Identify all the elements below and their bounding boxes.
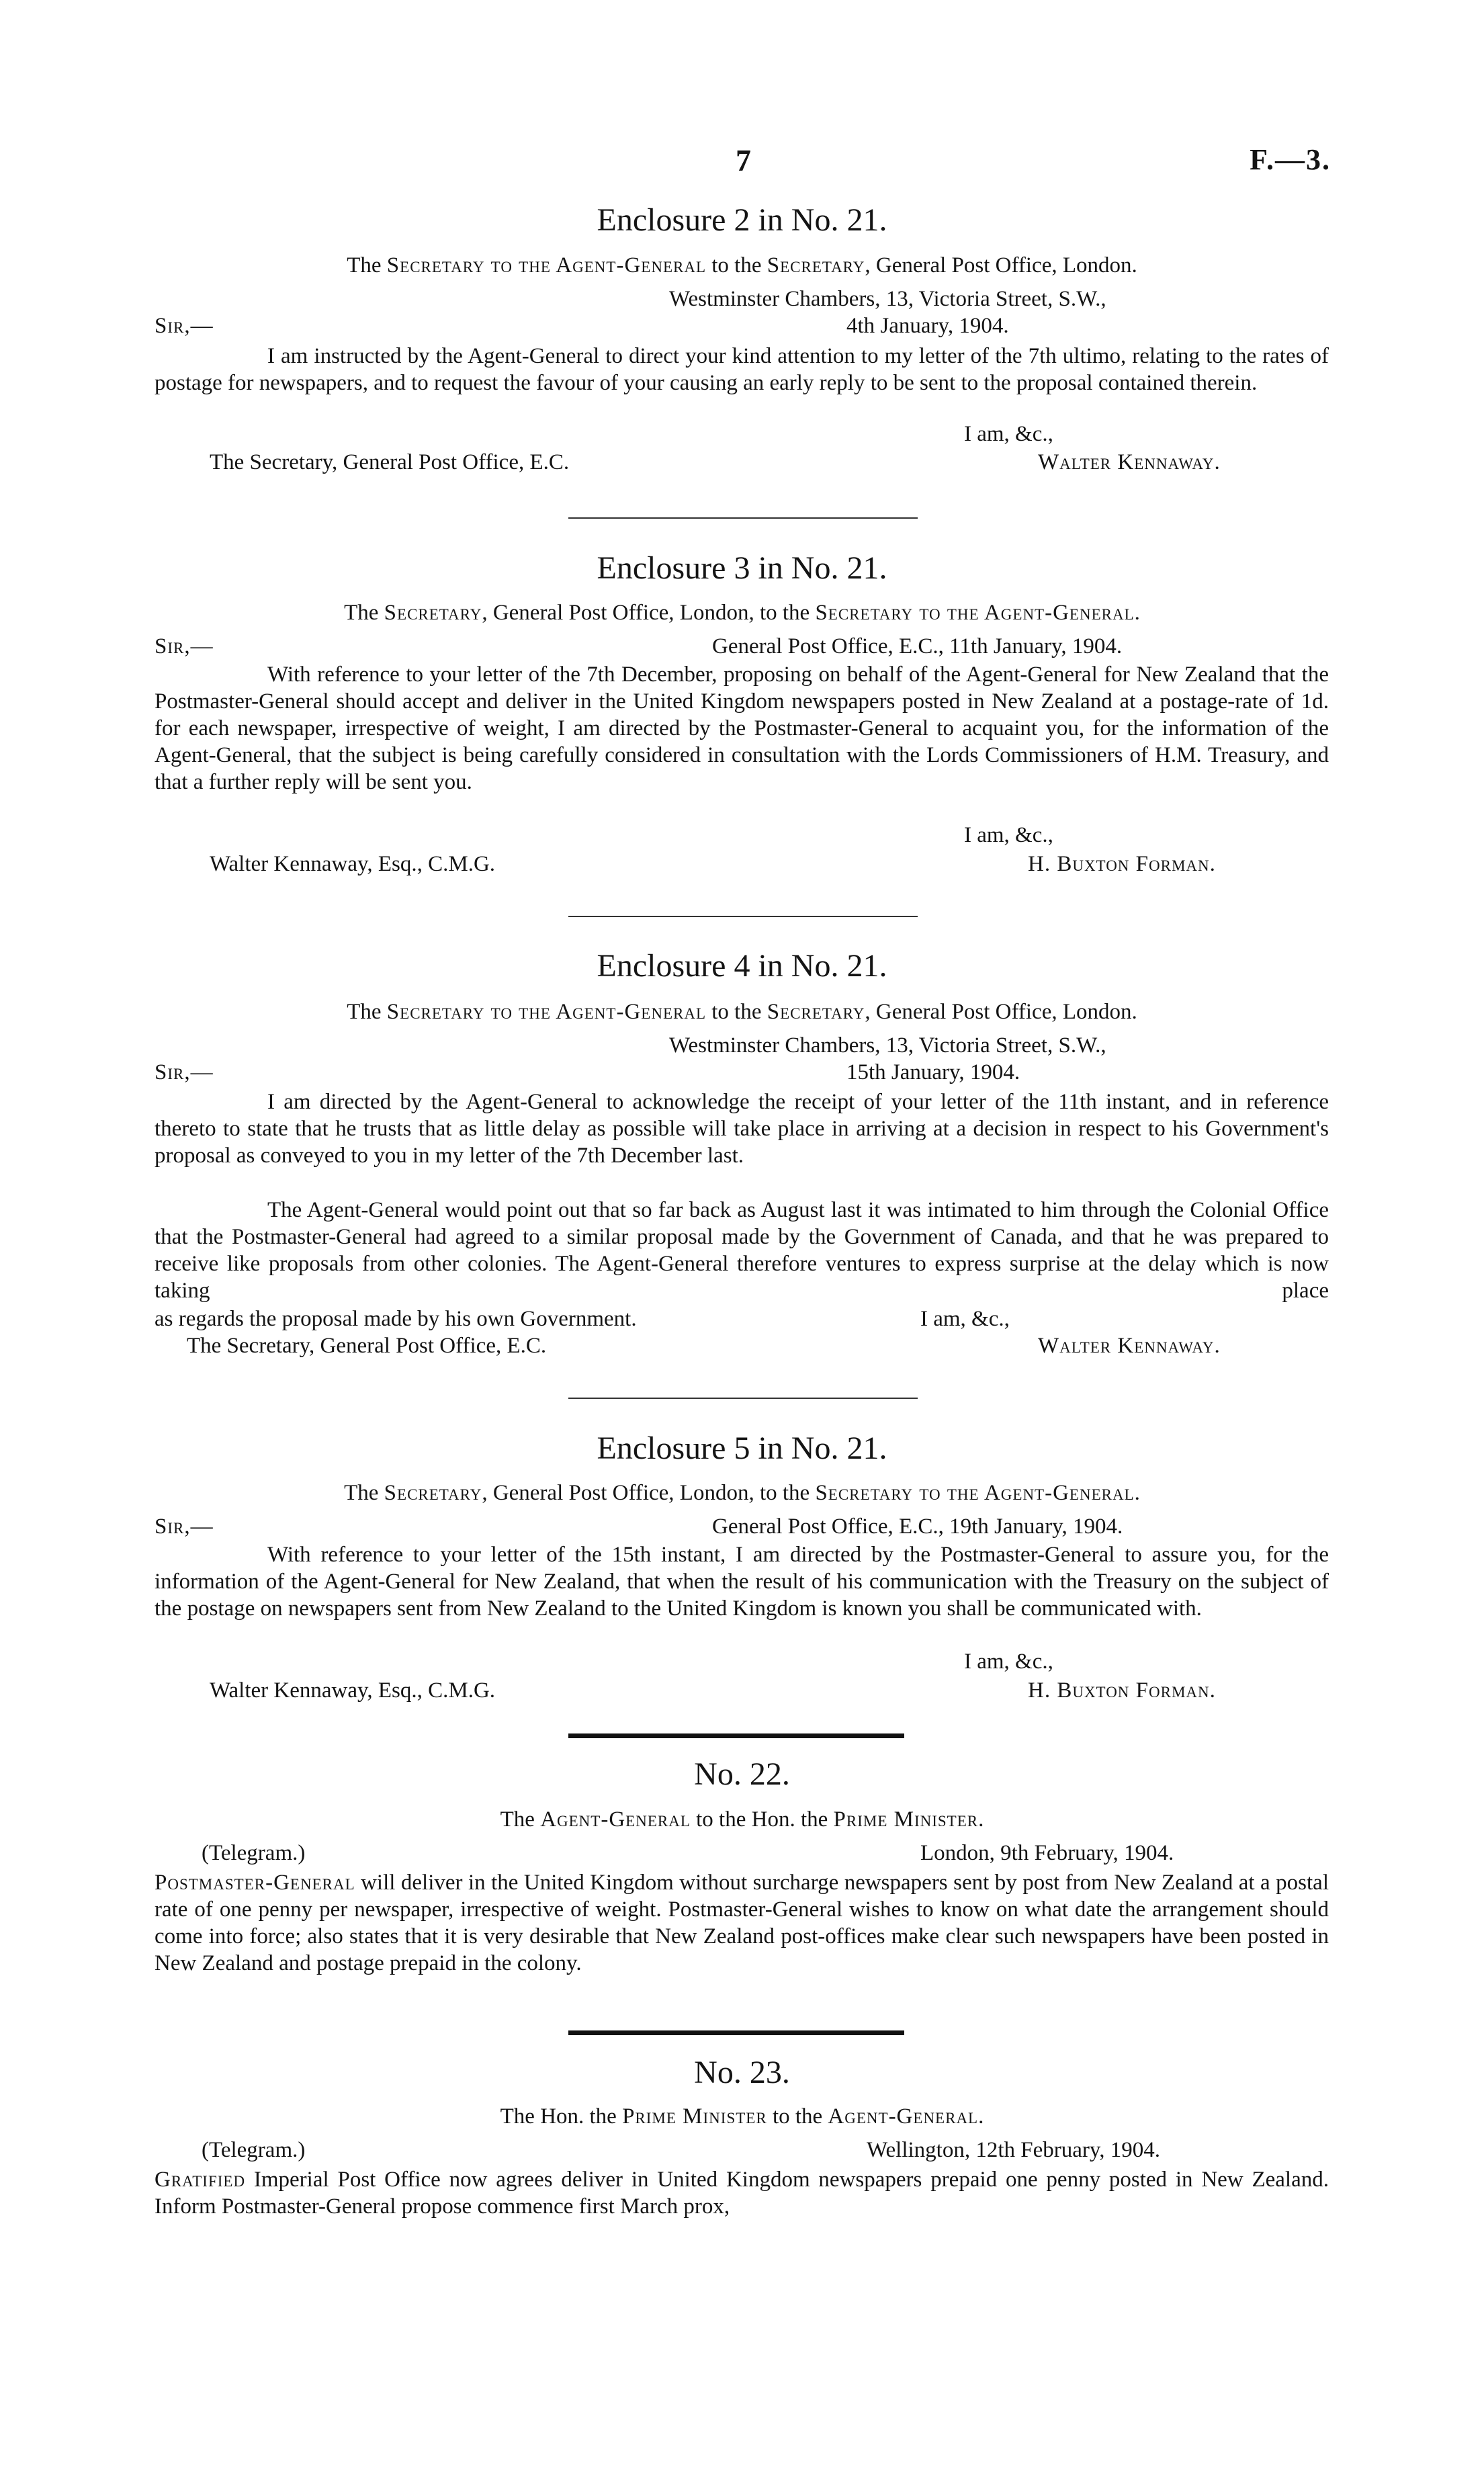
enclosure-4-para-2: The Agent-General would point out that so far back as August last it was intimated to him through the Colonial Office that the Postmaster-General had agreed to a similar proposal made by the Government of Canada, and that he was prepared to receive like proposals from other colonies. The Agent-General therefore ventures to express surprise at the delay which is now taking place — [155, 1198, 1329, 1303]
enclosure-5-signature: H. Buxton Forman. — [1028, 1678, 1216, 1703]
section-divider-thick — [568, 2030, 904, 2035]
enclosure-2-title: Enclosure 2 in No. 21. — [597, 202, 887, 238]
section-divider — [568, 1398, 918, 1399]
enclosure-5-salutation: Sir,— — [155, 1514, 214, 1539]
no-23-telegram-label: (Telegram.) — [202, 2138, 306, 2162]
enclosure-3-signature: H. Buxton Forman. — [1028, 852, 1216, 876]
section-divider — [568, 916, 918, 917]
enclosure-2-address: Westminster Chambers, 13, Victoria Street, S.W., — [669, 287, 1106, 311]
enclosure-4-salutation: Sir,— — [155, 1060, 214, 1084]
enclosure-2-closing: I am, &c., — [964, 422, 1053, 446]
enclosure-4-subheading: The Secretary to the Agent-General to the Secretary, General Post Office, London. — [347, 1000, 1137, 1024]
enclosure-4-date: 15th January, 1904. — [846, 1060, 1020, 1084]
no-23-title: No. 23. — [694, 2055, 790, 2090]
enclosure-5-address-date: General Post Office, E.C., 19th January, 1904. — [712, 1514, 1123, 1539]
enclosure-5-subheading: The Secretary, General Post Office, London, to the Secretary to the Agent-General. — [344, 1481, 1140, 1505]
enclosure-4-signature: Walter Kennaway. — [1038, 1334, 1221, 1358]
enclosure-3-addressee: Walter Kennaway, Esq., C.M.G. — [210, 852, 496, 876]
no-22-telegram-label: (Telegram.) — [202, 1841, 306, 1865]
enclosure-4-address: Westminster Chambers, 13, Victoria Street, S.W., — [669, 1033, 1106, 1058]
no-23-subheading: The Hon. the Prime Minister to the Agent-General. — [500, 2104, 984, 2129]
no-23-place-date: Wellington, 12th February, 1904. — [867, 2138, 1160, 2162]
enclosure-2-signature: Walter Kennaway. — [1038, 450, 1221, 474]
enclosure-3-subheading: The Secretary, General Post Office, London, to the Secretary to the Agent-General. — [344, 601, 1140, 625]
no-22-subheading: The Agent-General to the Hon. the Prime Minister. — [500, 1807, 984, 1832]
enclosure-2-date: 4th January, 1904. — [846, 314, 1009, 338]
enclosure-2-body: I am instructed by the Agent-General to direct your kind attention to my letter of the 7th ultimo, relating to the rates of postage for newspapers, and to request the favour of your causing an early reply to be sent to the proposal contained therein. — [155, 344, 1329, 395]
section-divider — [568, 517, 918, 519]
no-22-title: No. 22. — [694, 1756, 790, 1792]
enclosure-3-body: With reference to your letter of the 7th December, proposing on behalf of the Agent-General for New Zealand that the Postmaster-General should accept and deliver in the United Kingdom newspapers posted in New Zealand at a postage-rate of 1d. for each newspaper, irrespective of weight, I am directed by the Postmaster-General to acquaint you, for the information of the Agent-General, that the subject is being carefully considered in consultation with the Lords Commissioners of H.M. Treasury, and that a further reply will be sent you. — [155, 662, 1329, 794]
enclosure-2-salutation: Sir,— — [155, 314, 214, 338]
enclosure-4-para-2-end: as regards the proposal made by his own Government. — [155, 1307, 637, 1331]
enclosure-2-addressee: The Secretary, General Post Office, E.C. — [210, 450, 570, 474]
no-22-body: Postmaster-General will deliver in the United Kingdom without surcharge newspapers sent by post from New Zealand at a postal rate of one penny per newspaper, irrespective of weight. Postmaster-General wishes to know on what date the arrangement should come into force; also states that it is very desirable that New Zealand post-offices make clear such newspapers have been posted in New Zealand and postage prepaid in the colony. — [155, 1871, 1329, 1975]
enclosure-4-closing: I am, &c., — [920, 1307, 1010, 1331]
enclosure-5-addressee: Walter Kennaway, Esq., C.M.G. — [210, 1678, 496, 1703]
enclosure-3-title: Enclosure 3 in No. 21. — [597, 550, 887, 586]
enclosure-5-body: With reference to your letter of the 15th instant, I am directed by the Postmaster-General to assure you, for the information of the Agent-General for New Zealand, that when the result of his communication with the Treasury on the subject of the postage on newspapers sent from New Zealand to the United Kingdom is known you shall be communicated with. — [155, 1543, 1329, 1621]
no-22-place-date: London, 9th February, 1904. — [920, 1841, 1174, 1865]
enclosure-3-salutation: Sir,— — [155, 634, 214, 658]
enclosure-3-address-date: General Post Office, E.C., 11th January, 1904. — [712, 634, 1123, 658]
page-number: 7 — [736, 143, 751, 177]
enclosure-4-para-1: I am directed by the Agent-General to acknowledge the receipt of your letter of the 11th instant, and in reference thereto to state that he trusts that as little delay as possible will take place in arriving at a decision in respect to his Government's proposal as conveyed to you in my letter of the 7th December last. — [155, 1090, 1329, 1168]
enclosure-4-addressee: The Secretary, General Post Office, E.C. — [187, 1334, 547, 1358]
enclosure-2-subheading: The Secretary to the Agent-General to the Secretary, General Post Office, London. — [347, 253, 1137, 277]
enclosure-5-closing: I am, &c., — [964, 1650, 1053, 1674]
enclosure-5-title: Enclosure 5 in No. 21. — [597, 1430, 887, 1466]
document-reference: F.—3. — [1250, 143, 1331, 176]
enclosure-3-closing: I am, &c., — [964, 823, 1053, 847]
section-divider-thick — [568, 1733, 904, 1738]
enclosure-4-title: Enclosure 4 in No. 21. — [597, 948, 887, 984]
no-23-body: Gratified Imperial Post Office now agrees deliver in United Kingdom newspapers prepaid one penny posted in New Zealand. Inform Postmaster-General propose commence first March prox, — [155, 2168, 1329, 2219]
